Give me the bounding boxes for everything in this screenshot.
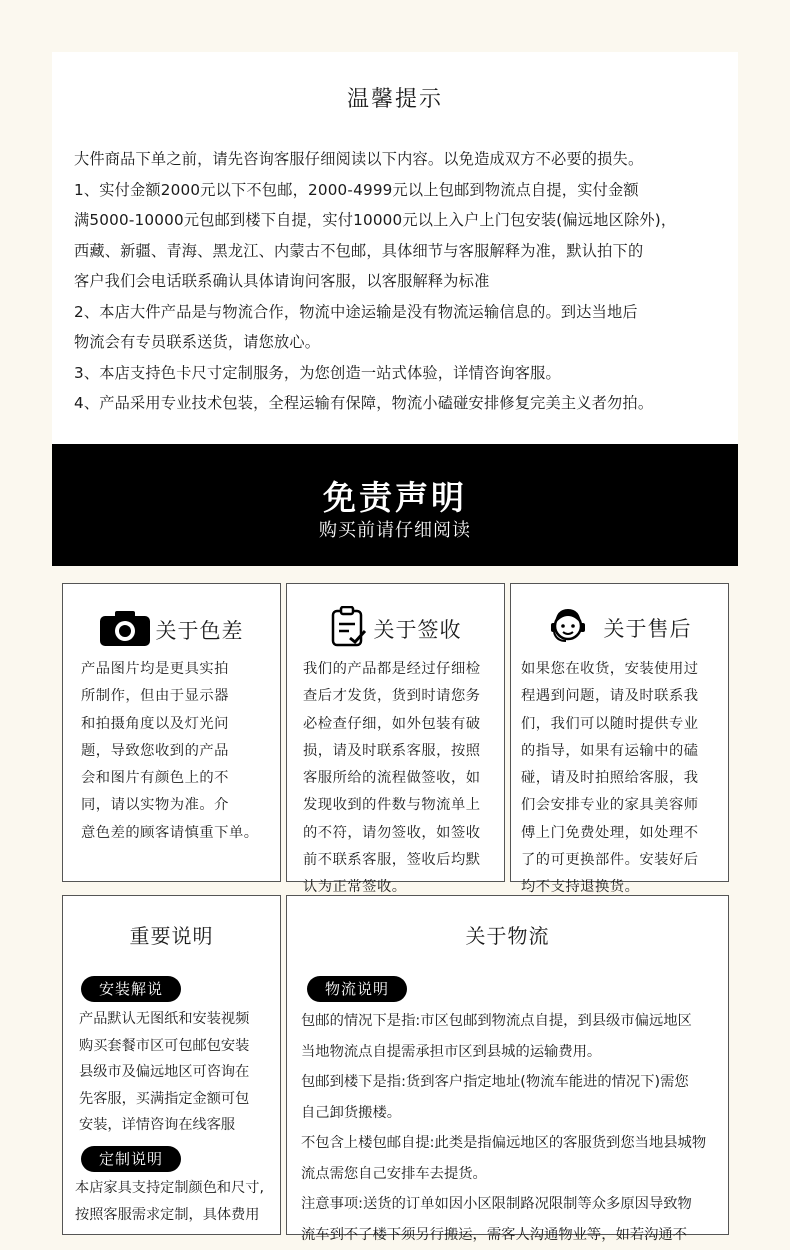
- install-text: [79, 1006, 249, 1139]
- warm-tips-line: 物流会有专员联系送货，请您放心。: [74, 327, 734, 358]
- color-difference-text: [81, 656, 259, 847]
- clipboard-check-icon: [330, 606, 368, 652]
- logistics-box: [286, 895, 729, 1235]
- text-line: 们，我们可以随时提供专业: [521, 711, 699, 738]
- text-line: 了的可更换部件。安装好后: [521, 847, 699, 874]
- text-line: 县级市及偏远地区可咨询在: [79, 1059, 249, 1086]
- warm-tips-line: 大件商品下单之前，请先咨询客服仔细阅读以下内容。以免造成双方不必要的损失。: [74, 144, 734, 175]
- disclaimer-subtitle: 购买前请仔细阅读: [52, 516, 738, 542]
- camera-icon: [100, 610, 150, 650]
- disclaimer-banner: [52, 444, 738, 566]
- custom-pill-label: 定制说明: [81, 1146, 181, 1172]
- text-line: 意色差的顾客请慎重下单。: [81, 820, 259, 847]
- logistics-title: 关于物流: [287, 920, 728, 949]
- warm-tips-line: 西藏、新疆、青海、黑龙江、内蒙古不包邮，具体细节与客服解释为准，默认拍下的: [74, 236, 734, 267]
- custom-text: [75, 1175, 264, 1228]
- warm-tips-line: 1、实付金额2000元以下不包邮，2000-4999元以上包邮到物流点自提，实付金额: [74, 175, 734, 206]
- text-line: 发现收到的件数与物流单上: [303, 792, 481, 819]
- text-line: 不包含上楼包邮自提:此类是指偏远地区的客服货到您当地县城物: [301, 1128, 706, 1159]
- color-difference-header: [63, 610, 280, 650]
- color-difference-box: [62, 583, 281, 882]
- warm-tips-line: 3、本店支持色卡尺寸定制服务，为您创造一站式体验，详情咨询客服。: [74, 358, 734, 389]
- text-line: 产品图片均是更具实拍: [81, 656, 259, 683]
- warm-tips-title: 温馨提示: [52, 82, 738, 113]
- text-line: 前不联系客服，签收后均默: [303, 847, 481, 874]
- after-sales-title: 关于售后: [604, 613, 692, 643]
- text-line: 认为正常签收。: [303, 874, 481, 901]
- text-line: 自己卸货搬楼。: [301, 1098, 706, 1129]
- important-notes-title: 重要说明: [63, 920, 280, 949]
- text-line: 会和图片有颜色上的不: [81, 765, 259, 792]
- text-line: 流点需您自己安排车去提货。: [301, 1159, 706, 1190]
- text-line: 查后才发货，货到时请您务: [303, 683, 481, 710]
- text-line: 均不支持退换货。: [521, 874, 699, 901]
- text-line: 碰，请及时拍照给客服，我: [521, 765, 699, 792]
- warm-tips-line: 客户我们会电话联系确认具体请询问客服，以客服解释为标准: [74, 266, 734, 297]
- warm-tips-line: 满5000-10000元包邮到楼下自提，实付10000元以上入户上门包安装(偏远地区除外)，: [74, 205, 734, 236]
- install-pill-label: 安装解说: [81, 976, 181, 1002]
- signing-box: [286, 583, 505, 882]
- text-line: 题，导致您收到的产品: [81, 738, 259, 765]
- text-line: 注意事项:送货的订单如因小区限制路况限制等众多原因导致物: [301, 1189, 706, 1220]
- install-pill: [81, 976, 181, 1002]
- text-line: 我们的产品都是经过仔细检: [303, 656, 481, 683]
- text-line: 客服所给的流程做签收，如: [303, 765, 481, 792]
- logistics-pill-label: 物流说明: [307, 976, 407, 1002]
- text-line: 的指导，如果有运输中的磕: [521, 738, 699, 765]
- signing-header: [287, 606, 504, 652]
- text-line: 安装，详情咨询在线客服: [79, 1112, 249, 1139]
- logistics-pill: [307, 976, 407, 1002]
- customer-service-icon: [548, 606, 588, 650]
- logistics-text: [301, 1006, 706, 1250]
- text-line: 同，请以实物为准。介: [81, 792, 259, 819]
- text-line: 损，请及时联系客服，按照: [303, 738, 481, 765]
- text-line: 必检查仔细，如外包装有破: [303, 711, 481, 738]
- warm-tips-line: 2、本店大件产品是与物流合作，物流中途运输是没有物流运输信息的。到达当地后: [74, 297, 734, 328]
- text-line: 按照客服需求定制，具体费用: [75, 1202, 264, 1229]
- text-line: 产品默认无图纸和安装视频: [79, 1006, 249, 1033]
- text-line: 们会安排专业的家具美容师: [521, 792, 699, 819]
- text-line: 流车到不了楼下须另行搬运，需客人沟通物业等，如若沟通不: [301, 1220, 706, 1250]
- text-line: 和拍摄角度以及灯光问: [81, 711, 259, 738]
- text-line: 本店家具支持定制颜色和尺寸,: [75, 1175, 264, 1202]
- signing-title: 关于签收: [374, 614, 462, 644]
- custom-pill: [81, 1146, 181, 1172]
- text-line: 当地物流点自提需承担市区到县城的运输费用。: [301, 1037, 706, 1068]
- text-line: 的不符，请勿签收，如签收: [303, 820, 481, 847]
- text-line: 程遇到问题，请及时联系我: [521, 683, 699, 710]
- warm-tips-lines: [74, 144, 734, 419]
- text-line: 傅上门免费处理，如处理不: [521, 820, 699, 847]
- color-difference-title: 关于色差: [156, 615, 244, 645]
- text-line: 先客服，买满指定金额可包: [79, 1086, 249, 1113]
- text-line: 所制作，但由于显示器: [81, 683, 259, 710]
- text-line: 包邮到楼下是指:货到客户指定地址(物流车能进的情况下)需您: [301, 1067, 706, 1098]
- after-sales-box: [510, 583, 729, 882]
- disclaimer-title: 免责声明: [52, 472, 738, 519]
- after-sales-text: [521, 656, 699, 902]
- signing-text: [303, 656, 481, 902]
- important-notes-box: [62, 895, 281, 1235]
- text-line: 包邮的情况下是指:市区包邮到物流点自提，到县级市偏远地区: [301, 1006, 706, 1037]
- after-sales-header: [511, 606, 728, 650]
- text-line: 如果您在收货，安装使用过: [521, 656, 699, 683]
- warm-tips-line: 4、产品采用专业技术包装，全程运输有保障，物流小磕碰安排修复完美主义者勿拍。: [74, 388, 734, 419]
- warm-tips-section: [52, 52, 738, 444]
- text-line: 购买套餐市区可包邮包安装: [79, 1033, 249, 1060]
